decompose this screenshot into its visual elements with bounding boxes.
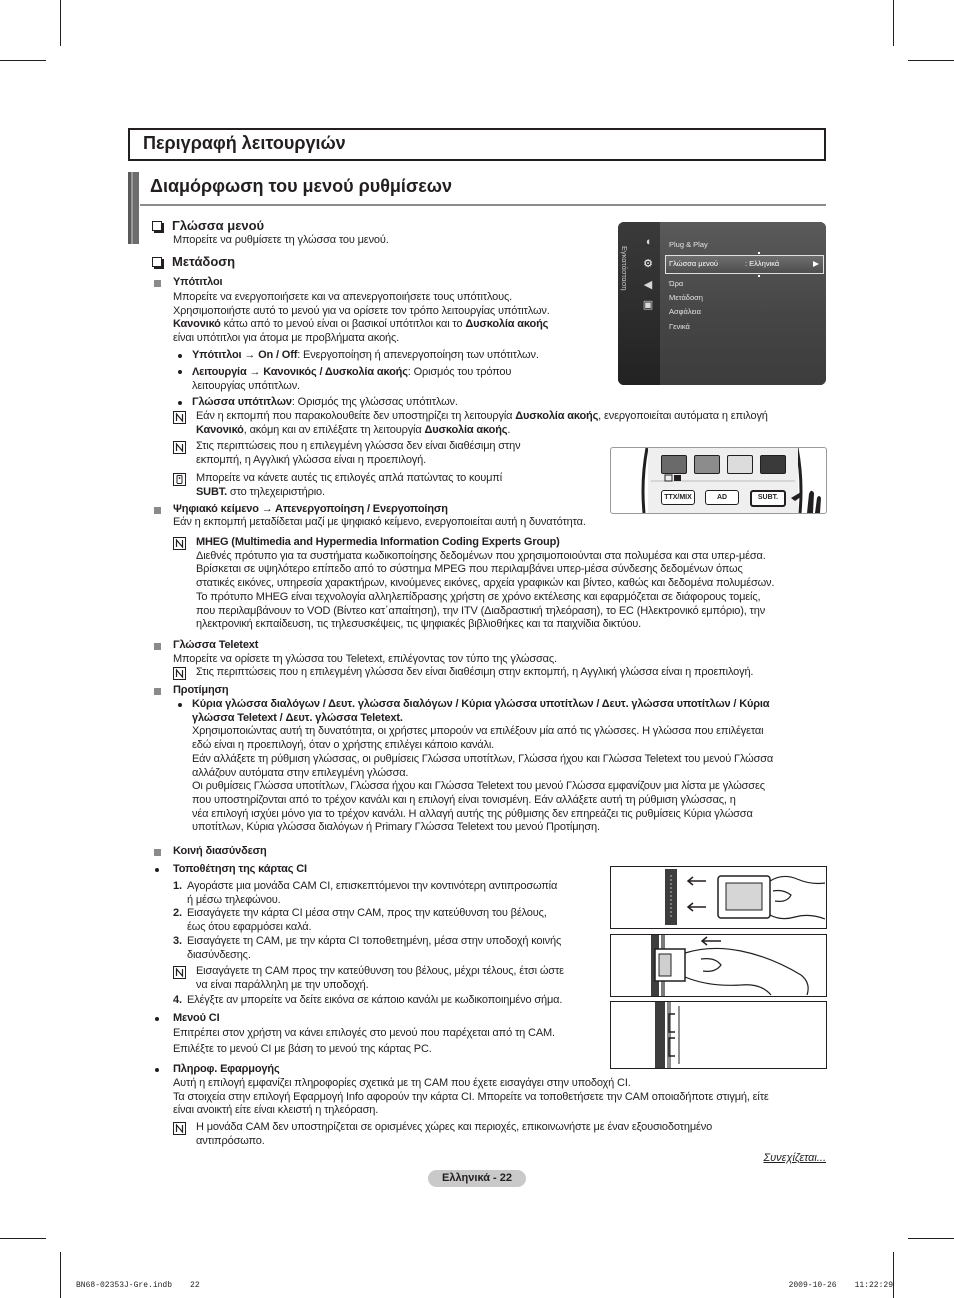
text-run: Μπορείτε να κάνετε αυτές τις επιλογές απλά πατώντας το κουμπί [196, 472, 503, 484]
subtitles-bullet-mode [192, 365, 511, 393]
app-info-desc [173, 1077, 769, 1118]
text-line [187, 880, 557, 894]
text-line [187, 949, 561, 963]
text-run: Χρησιμοποιώντας αυτή τη δυνατότητα, οι χρήστες μπορούν να επιλέξουν μία από τις γλώσσες. Η γλώσσα που επιλέγεται [192, 725, 764, 738]
text-run: νέα επιλογή ισχύει μόνο για το τρέχον κανάλι. Η αλλαγή αυτής της ρύθμισης δεν επηρεάζει τις ρυθμίσεις Κύρια γλώσσα [192, 807, 753, 820]
text-run: Εάν αλλάξετε τη ρύθμιση γλώσσας, οι ρυθμίσεις Γλώσσα υποτίτλων, Γλώσσα ήχου και Γλώσσα Teletext του μενού Γλώσσα [192, 752, 774, 765]
pointing-hand-icon [787, 484, 823, 513]
text-line [196, 605, 774, 619]
text-line [173, 1077, 769, 1091]
square-bullet-icon [154, 688, 161, 695]
menu-language-desc: Μπορείτε να ρυθμίσετε τη γλώσσα του μενού. [173, 234, 389, 246]
text-run: : Ορισμός του τρόπου [407, 366, 512, 378]
text-line [187, 921, 547, 935]
checkbox-bullet-icon [152, 257, 162, 267]
digital-text-heading: Ψηφιακό κείμενο → Απενεργοποίηση / Ενεργοποίηση [173, 503, 448, 515]
text-line [187, 907, 547, 921]
bold-text-run: Κανονικό [196, 423, 244, 436]
text-line [187, 935, 561, 949]
section-title: Διαμόρφωση του μενού ρυθμίσεων [150, 176, 453, 196]
selection-marker [758, 275, 760, 277]
print-file-info [76, 1281, 200, 1290]
app-info-title: Πληροφ. Εφαρμογής [173, 1063, 280, 1075]
text-run: , ενεργοποιείται αυτόματα η επιλογή [598, 410, 768, 422]
teletext-language-heading: Γλώσσα Teletext [173, 639, 259, 651]
text-run: Ελέγξτε αν μπορείτε να δείτε εικόνα σε κάποιο κανάλι με κωδικοποιημένο σήμα. [187, 994, 563, 1006]
tv-menu-item: Μετάδοση [669, 293, 703, 302]
bold-text-run: Κύρια γλώσσα διαλόγων / Δευτ. γλώσσα διαλόγων / Κύρια γλώσσα υποτίτλων / Δευτ. γλώσσα υποτίτλων / Κύρια [192, 698, 770, 710]
text-line [196, 486, 502, 500]
bullet-dot-icon [155, 1017, 159, 1021]
text-run: Τα στοιχεία στην επιλογή Εφαρμογή Info αφορούν την κάρτα CI. Μπορείτε να τοποθετήσετε την CAM οποιαδήποτε στιγμή, είτε [173, 1090, 769, 1103]
step-text [187, 880, 557, 907]
step-number: 4. [173, 994, 182, 1006]
bold-text-run: SUBT. [196, 485, 228, 498]
text-run: εκπομπή, η Αγγλική γλώσσα είναι η προεπιλογή. [196, 453, 427, 466]
text-line [196, 563, 774, 577]
note-icon [173, 1122, 186, 1135]
crop-mark [893, 0, 894, 46]
text-line [196, 536, 774, 550]
text-line [173, 291, 550, 305]
text-line [196, 591, 774, 605]
text-run: Μπορείτε να ενεργοποιήσετε και να απενεργοποιήσετε τους υπότιτλους. [173, 291, 513, 303]
note-icon [173, 441, 186, 454]
text-run: Εισαγάγετε την κάρτα CI μέσα στην CAM, προς την κατεύθυνση του βέλους, [187, 907, 547, 919]
text-run: είναι υπότιτλοι για άτομα με προβλήματα ακοής. [173, 331, 400, 344]
bold-text-run: Λειτουργία → Κανονικός / Δυσκολία ακοής [192, 366, 408, 378]
crop-mark [0, 60, 46, 61]
note-icon [173, 667, 186, 680]
bullet-dot-icon [178, 703, 182, 707]
text-run: λειτουργίας υπότιτλων. [192, 380, 300, 392]
text-line [192, 767, 773, 781]
subtitles-heading: Υπότιτλοι [173, 276, 223, 288]
teletext-language-desc: Μπορείτε να ορίσετε τη γλώσσα του Teletext, επιλέγοντας τον τύπο της γλώσσας. [173, 653, 557, 665]
text-run: διασύνδεσης. [187, 948, 251, 961]
text-line [192, 808, 773, 822]
text-run: Αυτή η επιλογή εμφανίζει πληροφορίες σχετικά με τη CAM που έχετε εισαγάγει στην υποδοχή CI. [173, 1077, 631, 1089]
bold-text-run: Δυσκολία ακοής [515, 410, 599, 422]
teletext-language-note: Στις περιπτώσεις που η επιλεγμένη γλώσσα δεν είναι διαθέσιμη στην εκπομπή, η Αγγλική γλώσσα είναι η προεπιλογή. [196, 666, 754, 678]
text-line [196, 550, 774, 564]
text-run: να είναι παράλληλη με την υποδοχή. [196, 978, 369, 991]
crop-mark [60, 0, 61, 46]
text-run: στο τηλεχειριστήριο. [227, 485, 325, 498]
continued-note: Συνεχίζεται... [763, 1152, 826, 1164]
preference-text [192, 698, 773, 835]
tv-menu-item: Ασφάλεια [669, 307, 701, 316]
note-icon [173, 537, 186, 550]
tv-menu-category-label: Εγκατάσταση [620, 246, 629, 291]
text-line [192, 396, 458, 410]
text-line [173, 305, 550, 319]
channel-icon: ◀ [643, 279, 653, 291]
text-run: που υποστηρίζονται από το τρέχον κανάλι και η επιλογή είναι τονισμένη. Εάν αλλάξετε αυτή τη ρύθμιση γλώσσας, η [192, 793, 736, 806]
arrow-right-icon [813, 261, 819, 267]
ci-insert-note [196, 965, 564, 992]
print-file-name: BN68-02353J-Gre.indb [76, 1281, 173, 1290]
red-color-button [661, 455, 687, 474]
note-icon [173, 966, 186, 979]
blue-color-button [760, 455, 786, 474]
text-run: , ακόμη και αν επιλέξατε τη λειτουργία [243, 423, 425, 436]
ci-menu-desc: Επιτρέπει στον χρήστη να κάνει επιλογές στο μενού που παρέχεται από τη CAM. [173, 1027, 555, 1039]
text-run: Εισαγάγετε τη CAM προς την κατεύθυνση του βέλους, μέχρι τέλους, έτσι ώστε [196, 965, 564, 977]
text-line [192, 794, 773, 808]
input-icon: ▣ [642, 299, 654, 311]
section-rule [140, 204, 826, 206]
text-line [173, 1104, 769, 1118]
square-bullet-icon [154, 280, 161, 287]
remote-control-icon [173, 473, 186, 486]
text-line [196, 424, 768, 438]
subtitles-paragraph [173, 291, 550, 345]
ttx-mix-button: TTX/MIX [661, 490, 695, 505]
ci-insert-title: Τοποθέτηση της κάρτας CI [173, 863, 307, 875]
text-line [192, 379, 511, 393]
selection-marker [758, 252, 760, 254]
ad-button: AD [705, 490, 739, 505]
tv-menu-item-selected [665, 255, 824, 274]
text-run: εδώ είναι η προεπιλογή, όταν ο χρήστης επιλέγει κάποιο κανάλι. [192, 739, 495, 752]
subt-button: SUBT. [750, 490, 786, 507]
print-time: 11:22:29 [854, 1281, 893, 1290]
page-number-badge: Ελληνικά - 22 [428, 1170, 526, 1187]
subtitles-note-hearing [196, 410, 768, 437]
section-bar [128, 172, 139, 244]
text-line [192, 698, 773, 712]
ci-menu-desc: Επιλέξτε το μενού CI με βάση το μενού της κάρτας PC. [173, 1043, 432, 1055]
text-line [192, 712, 773, 726]
cam-insert-drawing [611, 935, 826, 996]
print-page-number: 22 [190, 1281, 200, 1290]
text-run: Εισαγάγετε τη CAM, με την κάρτα CI τοποθετημένη, μέσα στην υποδοχή κοινής [187, 935, 562, 947]
step-number: 3. [173, 935, 182, 947]
subtitles-note-language [196, 440, 520, 467]
chapter-title: Περιγραφή λειτουργιών [143, 133, 346, 153]
tv-menu-list [660, 222, 826, 385]
text-run: Η μονάδα CAM δεν υποστηρίζεται σε ορισμένες χώρες και περιοχές, επικοινωνήστε με έναν εξουσιοδοτημένο [196, 1121, 713, 1133]
green-color-button [694, 455, 720, 474]
text-run: έως ότου εφαρμόσει καλά. [187, 920, 312, 933]
text-run: που περιλαμβάνουν το VOD (Βίντεο κατ΄απαίτηση), την ITV (Διαδραστική τηλεόραση), το EC (Ηλεκτρονικό εμπόριο), την [196, 604, 766, 617]
text-line [196, 1135, 712, 1149]
cam-inserted-illustration [610, 1001, 827, 1069]
bullet-dot-icon [178, 354, 182, 358]
yellow-color-button [727, 455, 753, 474]
tv-menu-sidebar [618, 222, 660, 385]
text-line [187, 894, 557, 908]
mheg-note [196, 536, 774, 632]
ci-card-insert-drawing [611, 867, 826, 928]
chapter-header [128, 128, 826, 161]
text-run: ηλεκτρονική εκπαίδευση, τις τηλεσυσκέψεις, τις ψηφιακές βιβλιοθήκες και τα παιχνίδια δικτύου. [196, 618, 642, 631]
ci-menu-title: Μενού CI [173, 1012, 220, 1024]
note-icon [173, 411, 186, 424]
picture-icon: ◖ [644, 236, 652, 248]
text-line [187, 994, 562, 1008]
print-timestamp [789, 1281, 893, 1290]
text-run: Διεθνές πρότυπο για τα συστήματα κωδικοποίησης δεδομένων που χρησιμοποιούνται στα πολυμέσα και στα υπερ-μέσα. [196, 549, 766, 562]
cam-inserted-drawing [611, 1002, 826, 1068]
text-line [196, 577, 774, 591]
bullet-dot-icon [178, 401, 182, 405]
text-run: αντιπρόσωπο. [196, 1134, 265, 1147]
tv-menu-item: Γενικά [669, 322, 690, 331]
cam-into-slot-illustration [610, 934, 827, 997]
crop-mark [893, 1252, 894, 1298]
text-run: υποτίτλων, Κύρια γλώσσα διαλόγων ή Primary Γλώσσα Teletext του μενού Προτίμηση. [192, 821, 600, 834]
square-bullet-icon [154, 643, 161, 650]
text-line [196, 440, 520, 454]
square-bullet-icon [154, 507, 161, 514]
subtitles-remote-note [196, 472, 502, 499]
common-interface-heading: Κοινή διασύνδεση [173, 845, 267, 857]
app-info-note [196, 1121, 712, 1148]
bold-text-run: Γλώσσα υπότιτλων [192, 396, 292, 408]
bold-text-run: Δυσκολία ακοής [465, 318, 549, 331]
step-text [187, 994, 562, 1008]
subtitles-bullet-language [192, 396, 458, 410]
text-line [192, 725, 773, 739]
text-run: : Ορισμός της γλώσσας υπότιτλων. [291, 396, 458, 408]
tv-setup-menu-screenshot [618, 222, 826, 385]
step-text [187, 907, 547, 934]
text-run: Οι ρυθμίσεις Γλώσσα υποτίτλων, Γλώσσα ήχου και Γλώσσα Teletext του μενού Γλώσσα εμφανίζουν μια λίστα με γλώσσες [192, 780, 765, 793]
checkbox-bullet-icon [152, 221, 162, 231]
text-line [196, 1121, 712, 1135]
text-line [173, 318, 550, 332]
bullet-dot-icon [178, 370, 182, 374]
step-text [187, 935, 561, 962]
text-run: κάτω από το μενού είναι οι βασικοί υπότιτλοι και το [220, 318, 466, 331]
bullet-dot-icon [155, 868, 159, 872]
text-line [173, 1091, 769, 1105]
text-run: : Ενεργοποίηση ή απενεργοποίηση των υπότιτλων. [297, 349, 539, 361]
bold-text-run: Υπότιτλοι → On / Off [192, 349, 298, 361]
text-line [192, 365, 511, 379]
text-run: . [507, 423, 511, 436]
subtitles-bullet-onoff [192, 349, 539, 363]
crop-mark [908, 1238, 954, 1239]
crop-mark [0, 1238, 46, 1239]
square-bullet-icon [154, 849, 161, 856]
print-date: 2009-10-26 [788, 1281, 837, 1290]
text-run: Εάν η εκπομπή που παρακολουθείτε δεν υποστηρίζει τη λειτουργία [196, 410, 516, 422]
setup-gear-icon: ⚙ [643, 258, 653, 270]
text-run: Αγοράστε μια μονάδα CAM CI, επισκεπτόμενοι την κοντινότερη αντιπροσωπία [187, 880, 558, 892]
menu-language-heading: Γλώσσα μενού [172, 218, 265, 233]
tv-menu-item-label: Γλώσσα μενού [669, 259, 718, 268]
text-line [192, 739, 773, 753]
text-line [196, 618, 774, 632]
bold-text-run: Κανονικό [173, 318, 221, 331]
text-line [192, 780, 773, 794]
text-run: Χρησιμοποιήστε αυτό το μενού για να ορίσετε τον τρόπο λειτουργίας υπότιτλων. [173, 304, 550, 317]
bold-text-run: Δυσκολία ακοής [424, 423, 508, 436]
text-run: Βρίσκεται σε υψηλότερο επίπεδο από το σύστημα MPEG που περιλαμβάνει υπερ-μέσα σύνδεσης δεδομένων όπως [196, 563, 743, 576]
preference-heading: Προτίμηση [173, 684, 229, 696]
text-line [173, 332, 550, 346]
remote-control-illustration [610, 447, 827, 514]
text-line [196, 410, 768, 424]
text-run: αλλάζουν αυτόματα στην επιλεγμένη γλώσσα. [192, 766, 409, 779]
text-run: είναι ανοικτή είτε είναι κλειστή η τηλεόραση. [173, 1104, 379, 1117]
bold-text-run: γλώσσα Teletext / Δευτ. γλώσσα Teletext. [192, 711, 403, 724]
text-line [196, 454, 520, 468]
text-run: στατικές εικόνες, υπηρεσία χαρακτήρων, κινούμενες εικόνες, αρχεία γραφικών και βίντεο, καθώς και δεδομένα πολυμέσων. [196, 577, 775, 590]
step-number: 1. [173, 880, 182, 892]
digital-text-desc: Εάν η εκπομπή μεταδίδεται μαζί με ψηφιακό κείμενο, ενεργοποιείται αυτή η δυνατότητα. [173, 516, 586, 528]
ci-card-into-cam-illustration [610, 866, 827, 929]
text-line [196, 965, 564, 979]
text-line [192, 821, 773, 835]
tv-menu-item: Plug & Play [669, 240, 708, 249]
broadcast-heading: Μετάδοση [172, 254, 236, 269]
ttx-mix-icon [664, 474, 682, 482]
text-run: ή μέσω τηλεφώνου. [187, 893, 281, 906]
text-line [196, 979, 564, 993]
text-run: Το πρότυπο MHEG είναι τεχνολογία αλληλεπίδρασης χρήστη σε χρόνο εκτέλεσης και εφαρμόζεται σε διάφορους τομείς, [196, 590, 761, 603]
crop-mark [908, 60, 954, 61]
bold-text-run: MHEG (Multimedia and Hypermedia Information Coding Experts Group) [196, 536, 560, 548]
text-run: Στις περιπτώσεις που η επιλεγμένη γλώσσα δεν είναι διαθέσιμη στην [196, 440, 521, 452]
text-line [192, 753, 773, 767]
bullet-dot-icon [155, 1068, 159, 1072]
tv-menu-item: Ώρα [669, 279, 684, 288]
tv-menu-item-value: : Ελληνικά [745, 259, 780, 268]
text-line [192, 349, 539, 363]
step-number: 2. [173, 907, 182, 919]
crop-mark [60, 1252, 61, 1298]
text-line [196, 472, 502, 486]
